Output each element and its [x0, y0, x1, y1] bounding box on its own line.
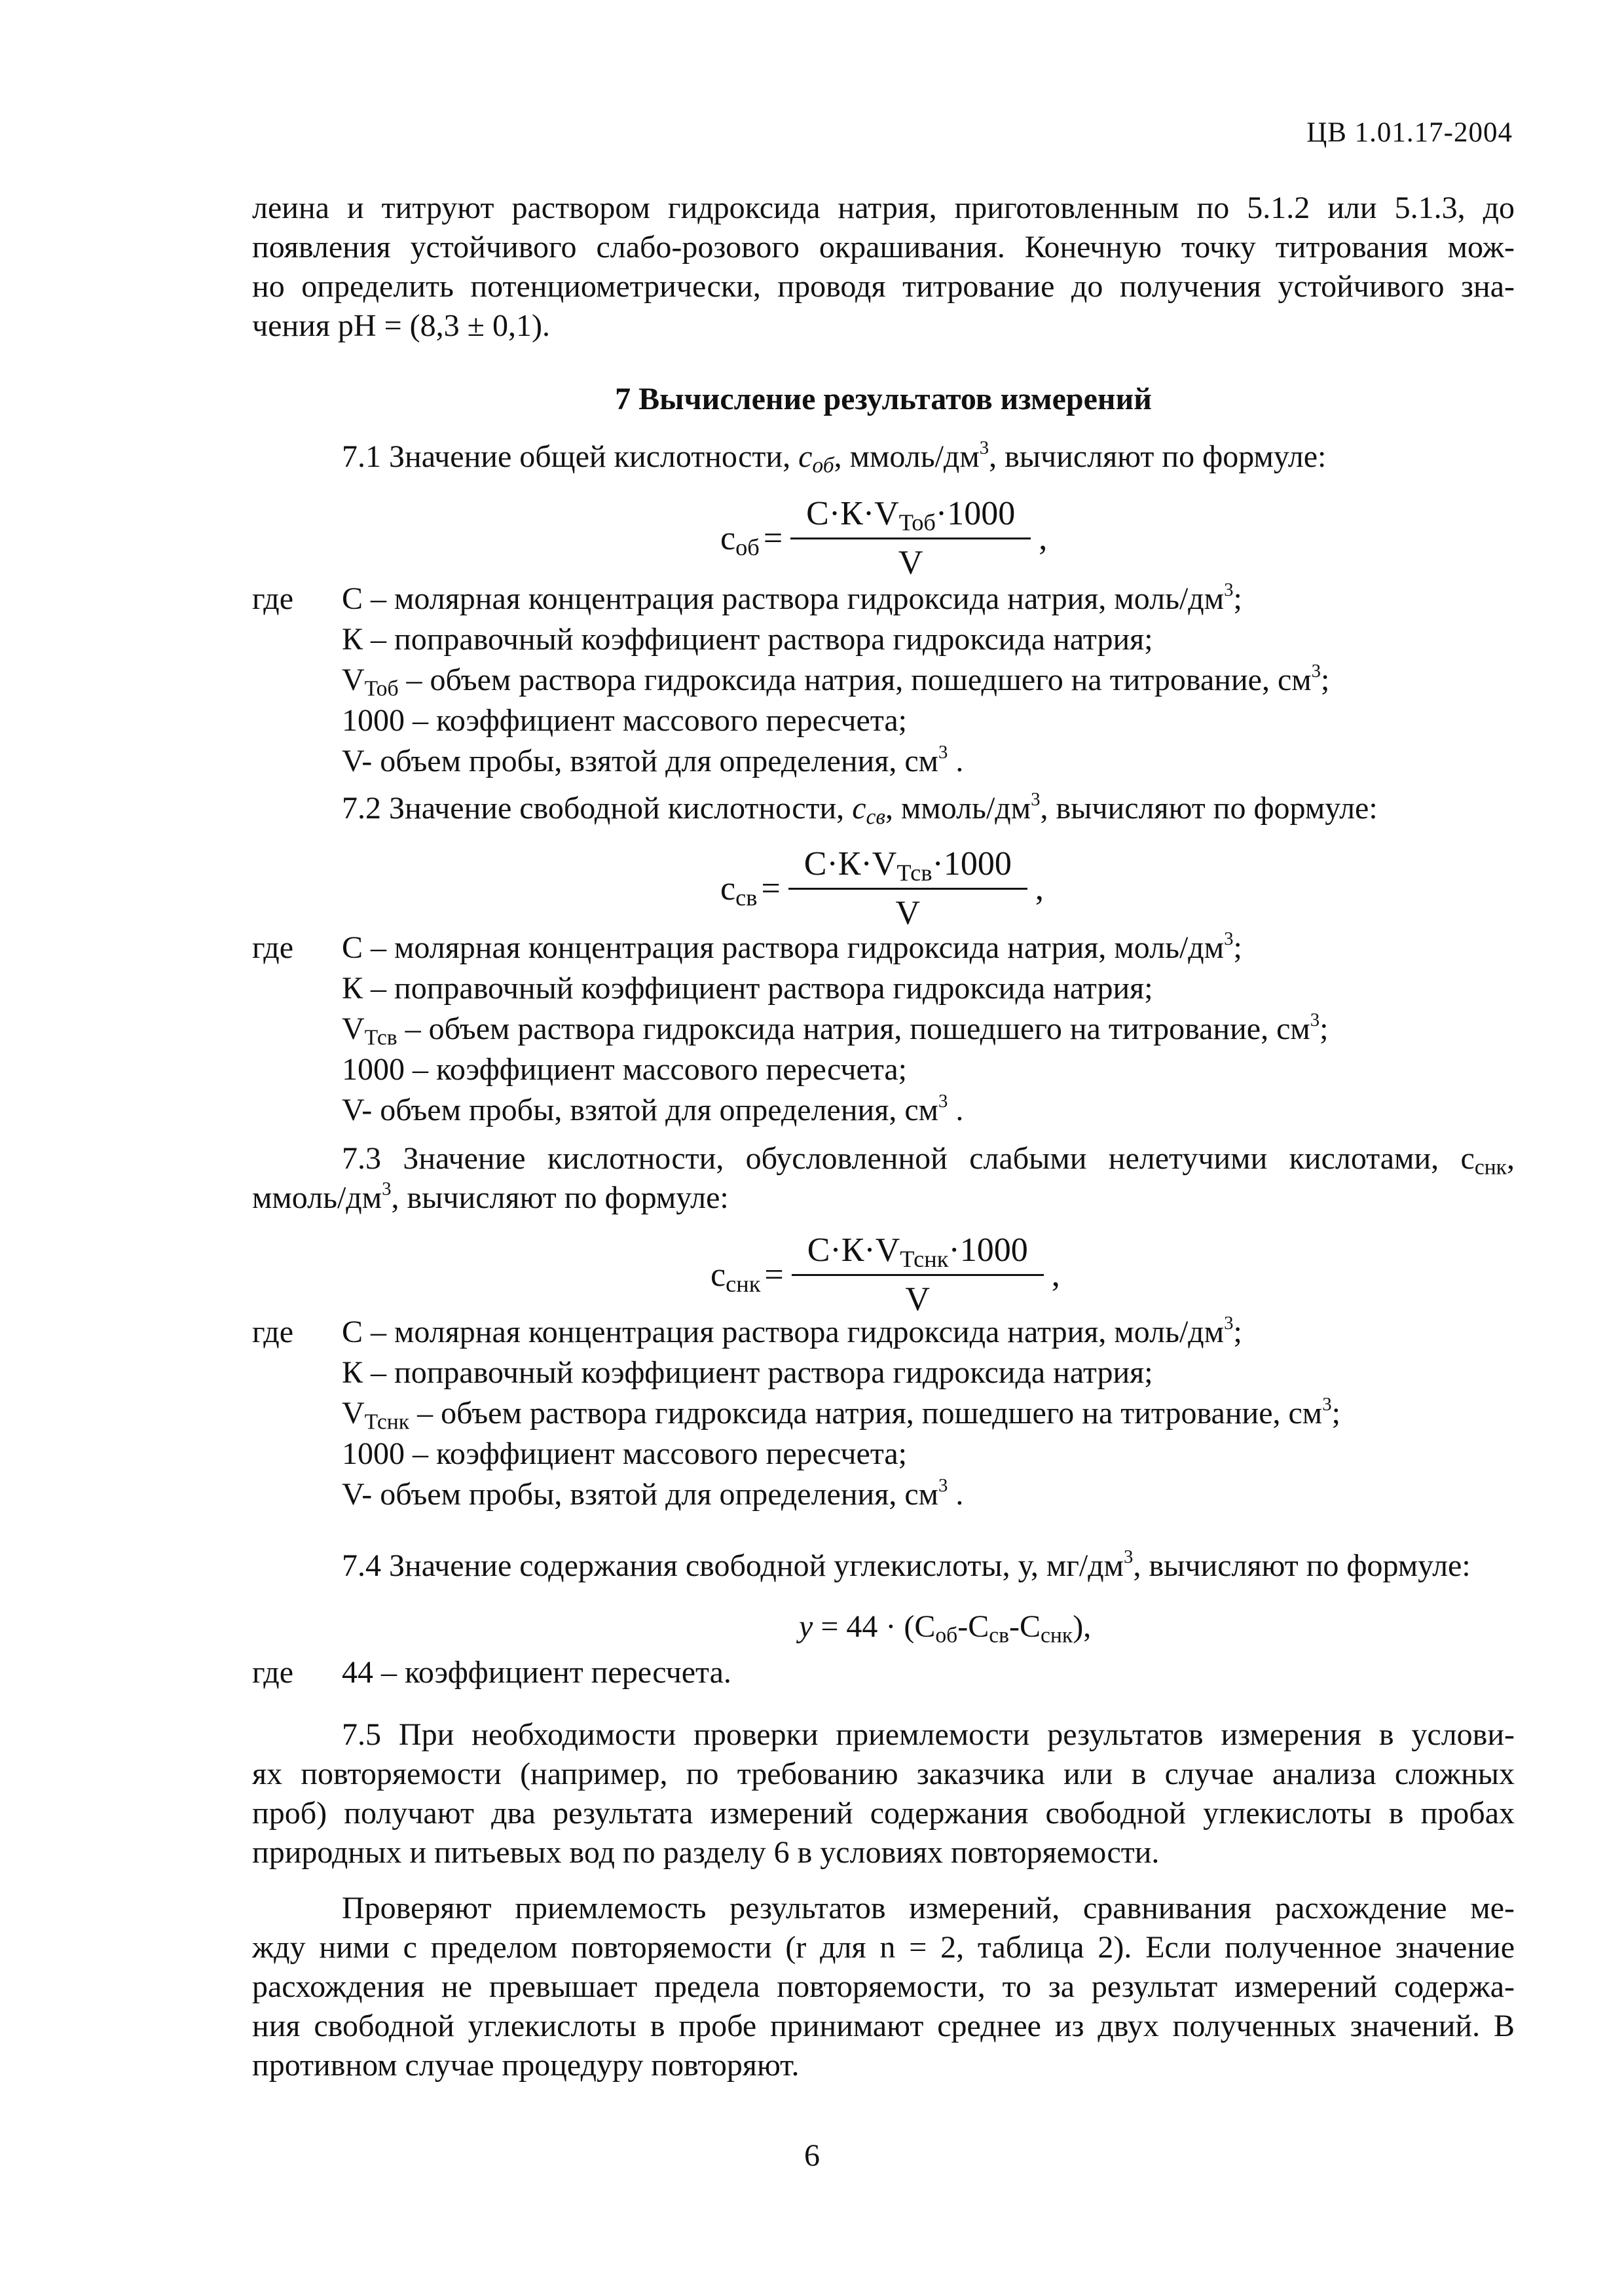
fraction: [792, 1231, 1044, 1319]
definition-text: V- объем пробы, взятой для определения, см: [342, 744, 938, 778]
page-number: 6: [804, 2138, 820, 2173]
definition-symbol: V: [342, 1396, 365, 1430]
unit: , ммоль/дм: [885, 791, 1031, 826]
text-line: появления устойчивого слабо-розового окрашивания. Конечную точку титрования мож-: [252, 230, 1515, 264]
formula-text: ),: [1073, 1609, 1092, 1644]
clause-7-5: [252, 1715, 1515, 1872]
numerator: [792, 1231, 1044, 1276]
definition-line: К – поправочный коэффициент раствора гидроксида натрия;: [342, 622, 1153, 657]
text-line: проб) получают два результата измерений содержания свободной углекислоты в пробах: [252, 1796, 1515, 1831]
numerator-text: С·К·V: [806, 495, 899, 532]
definition-line: V- объем пробы, взятой для определения, $см^3$ .: [342, 741, 964, 778]
numerator: [790, 494, 1031, 539]
clause-lead: 7.3 Значение кислотности, обусловленной слабыми нелетучими кислотами, с: [342, 1141, 1475, 1176]
acceptance-paragraph: [252, 1889, 1515, 2085]
clause-lead: 7.4 Значение содержания свободной углекислоты, у, мг/дм: [342, 1548, 1124, 1583]
text-line: ния свободной углекислоты в пробе принимают среднее из двух полученных значений. В: [252, 2009, 1515, 2043]
section-heading: 7 Вычисление результатов измерений: [615, 382, 1152, 416]
definition-line: 1000 – коэффициент массового пересчета;: [342, 1436, 908, 1471]
definition-line: С – молярная концентрация раствора гидроксида натрия, моль/$дм^3$;: [342, 1312, 1242, 1349]
numerator-text: С·К·V: [807, 1231, 900, 1269]
formula-subscript: св: [989, 1623, 1010, 1648]
definition-symbol: V: [342, 1011, 365, 1046]
fraction: [790, 494, 1031, 583]
definition-line: С – молярная концентрация раствора гидроксида натрия, моль/$дм^3$;: [342, 928, 1242, 965]
symbol: с: [798, 439, 813, 474]
definition-text: С – молярная концентрация раствора гидроксида натрия, моль/дм: [342, 1315, 1225, 1349]
unit-exponent: 3: [382, 1178, 392, 1199]
clause-tail: , вычисляют по формуле:: [391, 1180, 729, 1215]
clause-tail: , вычисляют по формуле:: [1040, 791, 1378, 826]
definition-line: С – молярная концентрация раствора гидроксида натрия, моль/$дм^3$;: [342, 579, 1242, 616]
numerator: [788, 845, 1027, 890]
numerator-tail: ·1000: [935, 495, 1016, 532]
definition-line: V- объем пробы, взятой для определения, $см^3$ .: [342, 1090, 964, 1127]
formula-lhs: у: [799, 1609, 813, 1644]
clause-tail: , вычисляют по формуле:: [1133, 1548, 1471, 1583]
text-line: чения рН = (8,3 ± 0,1).: [252, 308, 550, 343]
clause-lead: 7.2 Значение свободной кислотности,: [342, 791, 845, 826]
unit-exponent: 3: [979, 437, 989, 458]
clause-7-3: [252, 1139, 1515, 1218]
definition-line: 1000 – коэффициент массового пересчета;: [342, 1052, 908, 1087]
numerator-tail: ·1000: [948, 1231, 1028, 1269]
formula-7-4: [799, 1607, 1091, 1647]
definition-text: V- объем пробы, взятой для определения, см: [342, 1093, 938, 1127]
where-label: где: [252, 930, 294, 965]
definition-line: V- объем пробы, взятой для определения, $см^3$ .: [342, 1474, 964, 1512]
definitions-7-2: [342, 928, 1560, 1131]
definition-line: К – поправочный коэффициент раствора гидроксида натрия;: [342, 971, 1153, 1006]
text-line: леина и титруют раствором гидроксида натрия, приготовленным по 5.1.2 или 5.1.3, до: [252, 191, 1515, 225]
definition-text: С – молярная концентрация раствора гидроксида натрия, моль/дм: [342, 581, 1225, 616]
text-line: расхождения не превышает предела повторяемости, то за результат измерений содержа-: [252, 1969, 1515, 2004]
text-line: но определить потенциометрически, проводя титрование до получения устойчивого зна-: [252, 269, 1515, 304]
definition-text: – объем раствора гидроксида натрия, пошедшего на титрование, см: [409, 1396, 1323, 1430]
symbol-subscript: об: [812, 453, 834, 478]
definition-line: 44 – коэффициент пересчета.: [342, 1655, 731, 1690]
text-line: Проверяют приемлемость результатов измерений, сравнивания расхождение ме-: [342, 1891, 1515, 1925]
clause-7-4: [342, 1546, 1471, 1586]
text-line: 7.3 Значение кислотности, обусловленной слабыми нелетучими кислотами, $с_{снк}$,: [342, 1141, 1515, 1180]
text-line: 7.5 При необходимости проверки приемлемости результатов измерения в услови-: [342, 1717, 1515, 1752]
numerator-subscript: Тоб: [898, 509, 936, 536]
formula-text: = 44 · (С: [813, 1609, 936, 1644]
formula-7-2: $с_{св}$ = $\frac{С\cdot К\cdot V_{Тсв}\cdot 1000}{V}$ ,: [720, 845, 1044, 932]
formula-lhs: с: [710, 1256, 726, 1294]
definition-subscript: Тоб: [364, 676, 399, 701]
definition-text: V- объем пробы, взятой для определения, см: [342, 1477, 938, 1512]
denominator: V: [898, 544, 923, 581]
numerator-text: С·К·V: [803, 845, 897, 883]
formula-lhs-subscript: об: [735, 534, 760, 560]
formula-trail: ,: [1039, 519, 1048, 557]
definitions-7-3: [342, 1313, 1560, 1516]
symbol-subscript: св: [866, 805, 885, 829]
formula-subscript: снк: [1041, 1623, 1073, 1648]
formula-trail: ,: [1035, 869, 1044, 907]
definition-subscript: Тсв: [364, 1025, 397, 1050]
formula-lhs-subscript: снк: [726, 1270, 761, 1297]
formula-7-1: $с_{об}$ = $\frac{С\cdot К\cdot V_{Тоб}\cdot 1000}{V}$ ,: [720, 495, 1048, 581]
definition-subscript: Тснк: [364, 1410, 410, 1434]
document-code-header: ЦВ 1.01.17-2004: [1306, 117, 1513, 148]
definitions-7-1: [342, 579, 1560, 782]
unit: , ммоль/дм: [834, 439, 980, 474]
formula-lhs: с: [720, 869, 736, 907]
text-line: ях повторяемости (например, по требованию заказчика или в случае анализа сложных: [252, 1757, 1515, 1791]
intro-paragraph: [252, 189, 1515, 346]
definition-line: $V_{Тснк}$ – объем раствора гидроксида натрия, пошедшего на титрование, $см^3$;: [342, 1393, 1340, 1434]
numerator-subscript: Тснк: [900, 1246, 949, 1273]
clause-7-1: [342, 437, 1326, 477]
numerator-tail: ·1000: [932, 845, 1012, 883]
definition-line: 1000 – коэффициент массового пересчета;: [342, 703, 908, 738]
formula-lhs-subscript: св: [735, 884, 758, 911]
text-line: [252, 1178, 1515, 1218]
clause-tail: , вычисляют по формуле:: [989, 439, 1327, 474]
where-label: где: [252, 1315, 294, 1349]
where-label: где: [252, 581, 294, 616]
text-line: природных и питьевых вод по разделу 6 в условиях повторяемости.: [252, 1835, 1160, 1870]
numerator-subscript: Тсв: [896, 860, 932, 886]
definition-symbol: V: [342, 663, 365, 697]
definition-text: – объем раствора гидроксида натрия, пошедшего на титрование, см: [397, 1011, 1310, 1046]
denominator: V: [905, 1281, 931, 1318]
unit: ммоль/дм: [252, 1180, 382, 1215]
formula-text: -С: [1009, 1609, 1041, 1644]
formula-subscript: об: [935, 1623, 958, 1648]
formula-7-3: $с_{снк}$ = $\frac{С\cdot К\cdot V_{Тснк}\cdot 1000}{V}$ ,: [710, 1231, 1060, 1318]
definition-text: С – молярная концентрация раствора гидроксида натрия, моль/дм: [342, 930, 1225, 965]
unit-exponent: 3: [1124, 1546, 1134, 1567]
where-label: где: [252, 1655, 294, 1690]
formula-text: -С: [957, 1609, 989, 1644]
formula-trail: ,: [1051, 1256, 1060, 1294]
clause-7-2: [342, 789, 1378, 828]
symbol: с: [852, 791, 866, 826]
unit-exponent: 3: [1031, 788, 1041, 810]
denominator: V: [895, 894, 921, 932]
definition-line: $V_{Тоб}$ – объем раствора гидроксида натрия, пошедшего на титрование, $см^3$;: [342, 660, 1330, 701]
symbol-subscript: снк: [1474, 1155, 1507, 1180]
formula-lhs: с: [720, 519, 736, 557]
fraction: [788, 845, 1027, 933]
definition-line: $V_{Тсв}$ – объем раствора гидроксида натрия, пошедшего на титрование, $см^3$;: [342, 1009, 1329, 1050]
text-line: противном случае процедуру повторяют.: [252, 2048, 800, 2083]
definition-text: – объем раствора гидроксида натрия, пошедшего на титрование, см: [398, 663, 1312, 697]
text-line: жду ними с пределом повторяемости (r для n = 2, таблица 2). Если полученное значение: [252, 1930, 1515, 1965]
definition-line: К – поправочный коэффициент раствора гидроксида натрия;: [342, 1355, 1153, 1390]
clause-lead: 7.1 Значение общей кислотности,: [342, 439, 791, 474]
